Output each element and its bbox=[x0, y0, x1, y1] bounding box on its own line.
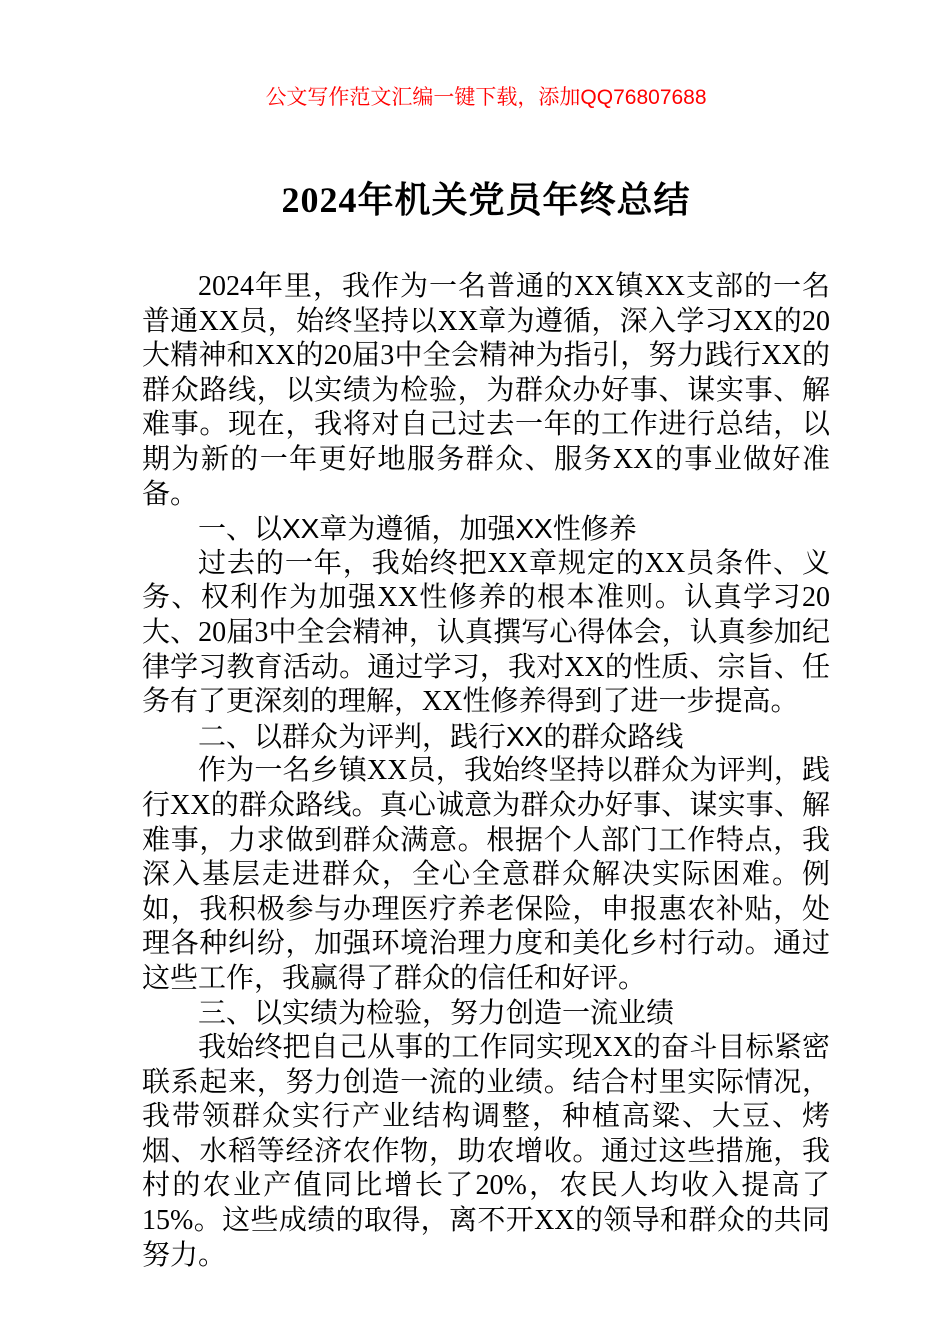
section-heading: 三、以实绩为检验，努力创造一流业绩 bbox=[198, 997, 675, 1029]
body-paragraph: 过去的一年，我始终把XX章规定的XX员条件、义务、权利作为加强XX性修养的根本准则。认真学习20大、20届3中全会精神，认真撰写心得体会，认真参加纪律学习教育活动。通过学习，我对XX的性质、宗旨、任务有了更深刻的理解，XX性修养得到了进一步提高。 bbox=[142, 547, 830, 718]
document-title: 2024年机关党员年终总结 bbox=[281, 180, 691, 220]
body-paragraph: 作为一名乡镇XX员，我始终坚持以群众为评判，践行XX的群众路线。真心诚意为群众办好事、谋实事、解难事，力求做到群众满意。根据个人部门工作特点，我深入基层走进群众，全心全意群众解决实际困难。例如，我积极参与办理医疗养老保险，申报惠农补贴，处理各种纠纷，加强环境治理力度和美化乡村行动。通过这些工作，我赢得了群众的信任和好评。 bbox=[142, 755, 830, 994]
document-body bbox=[142, 270, 830, 1273]
section-heading: 二、以群众为评判，践行XX的群众路线 bbox=[198, 720, 684, 752]
document-content-column bbox=[142, 84, 830, 1273]
promo-notice-line: 公文写作范文汇编一键下载，添加QQ76807688 bbox=[265, 86, 707, 109]
body-paragraph: 2024年里，我作为一名普通的XX镇XX支部的一名普通XX员，始终坚持以XX章为遵循，深入学习XX的20大精神和XX的20届3中全会精神为指引，努力践行XX的群众路线，以实绩为检验，为群众办好事、谋实事、解难事。现在，我将对自己过去一年的工作进行总结，以期为新的一年更好地服务群众、服务XX的事业做好准备。 bbox=[142, 271, 830, 510]
section-heading: 一、以XX章为遵循，加强XX性修养 bbox=[198, 513, 637, 545]
body-paragraph: 我始终把自己从事的工作同实现XX的奋斗目标紧密联系起来，努力创造一流的业绩。结合村里实际情况，我带领群众实行产业结构调整，种植高粱、大豆、烤烟、水稻等经济农作物，助农增收。通过这些措施，我村的农业产值同比增长了20%，农民人均收入提高了15%。这些成绩的取得，离不开XX的领导和群众的共同努力。 bbox=[142, 1032, 830, 1271]
